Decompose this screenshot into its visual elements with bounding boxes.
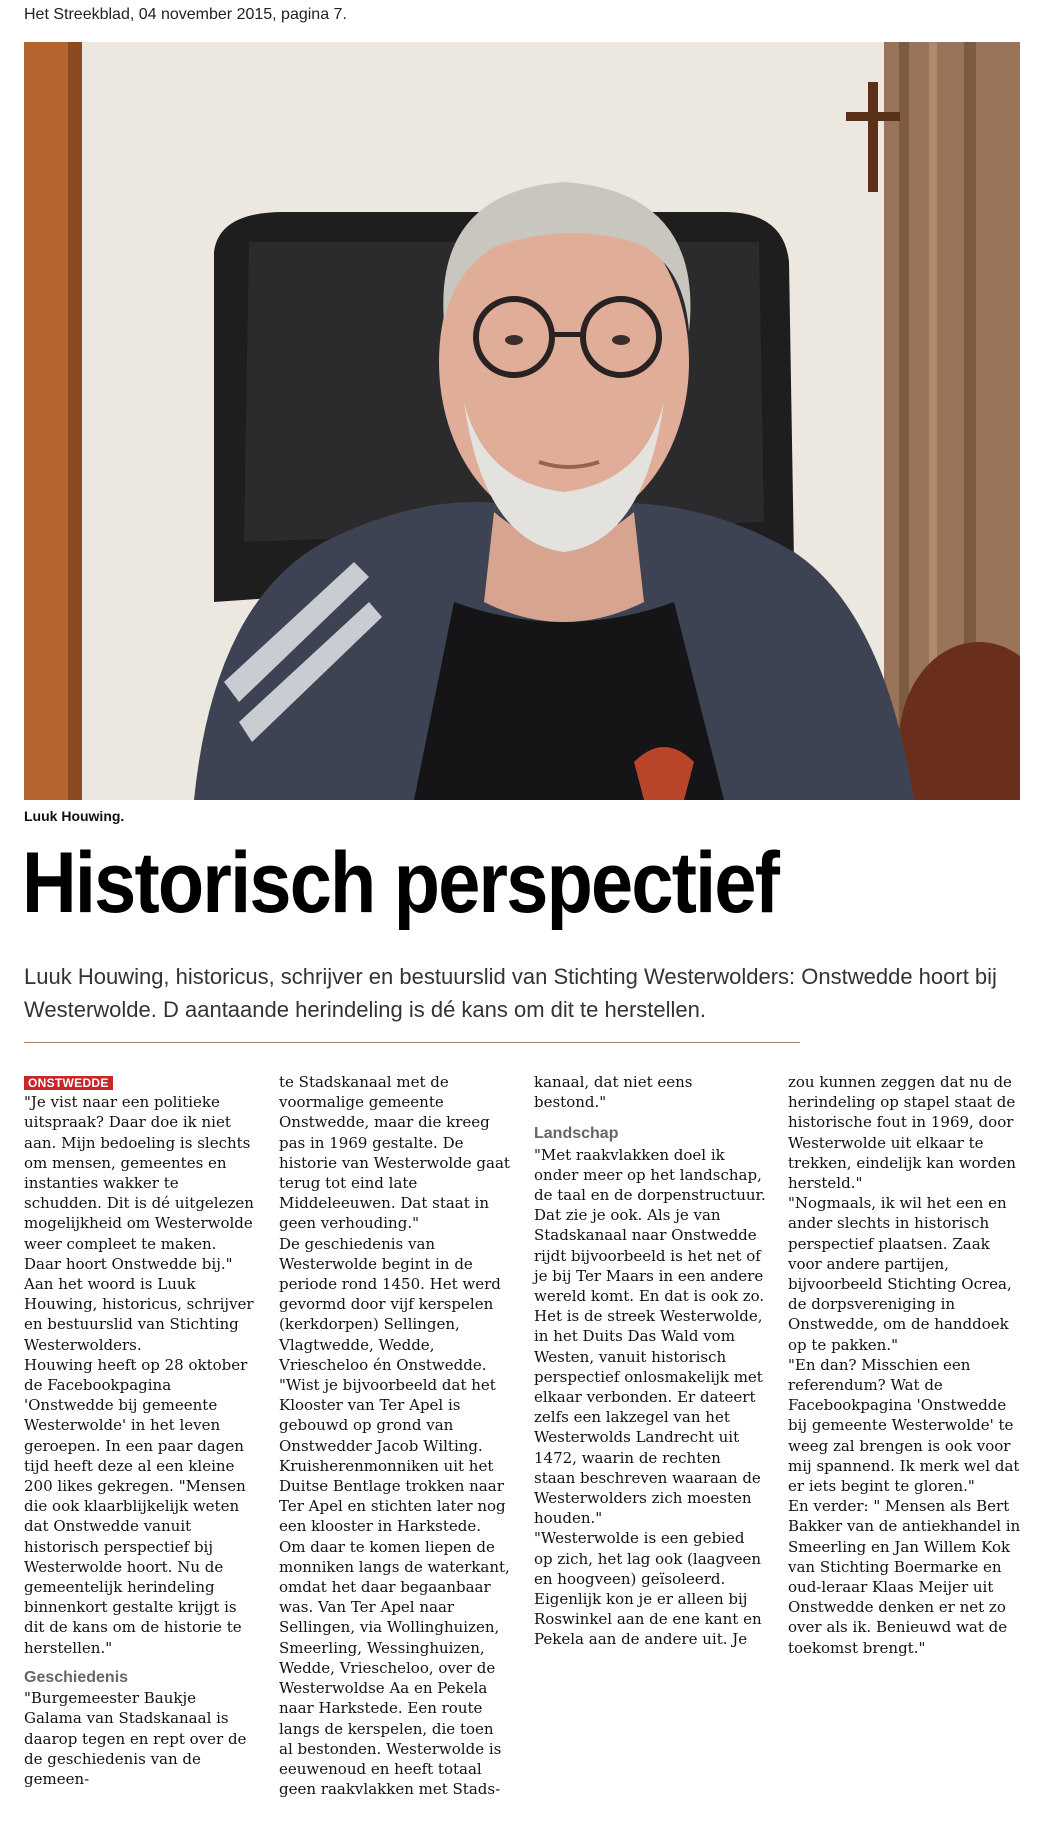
- article-column-1: [24, 1072, 256, 1789]
- paragraph: kanaal, dat niet eens bestond.": [534, 1073, 693, 1112]
- article-column-3: [534, 1072, 766, 1650]
- headline: Historisch perspectief: [22, 835, 779, 931]
- article-intro: Luuk Houwing, historicus, schrijver en bestuurslid van Stichting Westerwolders: Onstwedde hoort bij Westerwolde. D aantaande herindeling is dé kans om dit te herstellen.: [24, 964, 997, 1022]
- paragraph: "Westerwolde is een gebied op zich, het lag ook (laagveen en hoogveen) geïsoleerd. Eigenlijk kon je er alleen bij Roswinkel aan de ene kant en Pekela aan de andere uit. Je: [534, 1529, 762, 1649]
- paragraph: "Nogmaals, ik wil het een en ander slechts in historisch perspectief plaatsen. Zaak voor andere partijen, bijvoorbeeld Stichting Ocrea, de dorpsvereniging in Onstwedde, om de handdoek op te pakken.": [788, 1194, 1012, 1354]
- paragraph: "Burgemeester Baukje Galama van Stadskanaal is daarop tegen en rept over de de geschiedenis van de gemeen-: [24, 1689, 247, 1788]
- portrait-illustration: [24, 42, 1020, 800]
- paragraph: zou kunnen zeggen dat nu de herindeling op stapel staat de historische fout in 1969, door Westerwolde uit elkaar te trekken, eindelijk kan worden hersteld.": [788, 1073, 1016, 1193]
- subheading-landschap: Landschap: [534, 1125, 619, 1143]
- source-line: Het Streekblad, 04 november 2015, pagina 7.: [24, 6, 347, 23]
- paragraph: En verder: " Mensen als Bert Bakker van de antiekhandel in Smeerling en Jan Willem Kok van Stichting Boermarke en oud-leraar Klaas Meijer uit Onstwedde denken er net zo over als ik. Benieuwd wat de toekomst brengt.": [788, 1497, 1021, 1657]
- article-photo: [24, 42, 1020, 800]
- paragraph: "En dan? Misschien een referendum? Wat de Facebookpagina 'Onstwedde bij gemeente Westerwolde' te weeg zal brengen is ook voor mij spannend. Ik merk wel dat er iets begint te gloren.": [788, 1355, 1020, 1496]
- paragraph: te Stadskanaal met de voormalige gemeente Onstwedde, maar die kreeg pas in 1969 gestalte. De historie van Westerwolde gaat terug tot eind late Middeleeuwen. Dat staat in geen verhouding.": [279, 1073, 510, 1233]
- subheading-geschiedenis: Geschiedenis: [24, 1668, 129, 1686]
- paragraph: De geschiedenis van Westerwolde begint in de periode rond 1450. Het werd gevormd door vijf kerspelen (kerkdorpen) Sellingen, Vlagtwedde, Wedde, Vriescheloo én Onstwedde. "Wist je bijvoorbeeld dat het Klooster van Ter Apel is gebouwd op grond van Onstwedder Jacob Wilting. Kruisherenmonniken uit het Duitse Bentlage trokken naar Ter Apel en stichten later nog een klooster in Harkstede. Om daar te komen liepen de monniken langs de waterkant, omdat het daar begaanbaar was. Van Ter Apel naar Sellingen, via Wollinghuizen, Smeerling, Wessinghuizen, Wedde, Vriescheloo, over de Westerwoldse Aa en Pekela naar Harkstede. Een route langs de kerspelen, die toen al bestonden. Westerwolde is eeuwenoud en heeft totaal geen raakvlakken met Stads-: [279, 1234, 510, 1799]
- intro-divider: [24, 1042, 800, 1043]
- paragraph: "Je vist naar een politieke uitspraak? Daar doe ik niet aan. Mijn bedoeling is slechts om mensen, gemeentes en instanties wakker te schudden. Dit is dé uitgelezen mogelijkheid om Westerwolde weer compleet te maken. Daar hoort Onstwedde bij.": [24, 1093, 254, 1273]
- paragraph: Houwing heeft op 28 oktober de Facebookpagina 'Onstwedde bij gemeente Westerwolde' in het leven geroepen. In een paar dagen tijd heeft deze al een kleine 200 likes gekregen. "Mensen die ook klaarblijkelijk weten dat Onstwedde vanuit historisch perspectief bij Westerwolde hoort. Nu de gemeentelijk herindeling binnenkort gestalte krijgt is dit de kans om de historie te herstellen.": [24, 1355, 248, 1657]
- paragraph: Aan het woord is Luuk Houwing, historicus, schrijver en bestuurslid van Stichting Westerwolders.: [24, 1275, 254, 1354]
- article-column-2: [279, 1072, 511, 1799]
- article-column-4: [788, 1072, 1022, 1658]
- photo-caption: Luuk Houwing.: [24, 808, 125, 824]
- location-tag: ONSTWEDDE: [24, 1076, 113, 1090]
- paragraph: "Met raakvlakken doel ik onder meer op het landschap, de taal en de dorpenstructuur. Dat zie je ook. Als je van Stadskanaal naar Onstwedde rijdt bijvoorbeeld is het net of je bij Ter Maars in een andere wereld komt. En dat is ook zo. Het is de streek Westerwolde, in het Duits Das Wald vom Westen, vanuit historisch perspectief onlosmakelijk met elkaar verbonden. Er dateert zelfs een lakzegel van het Westerwolds Landrecht uit 1472, waarin de rechten staan beschreven waaraan de Westerwolders zich moesten houden.": [534, 1145, 766, 1528]
